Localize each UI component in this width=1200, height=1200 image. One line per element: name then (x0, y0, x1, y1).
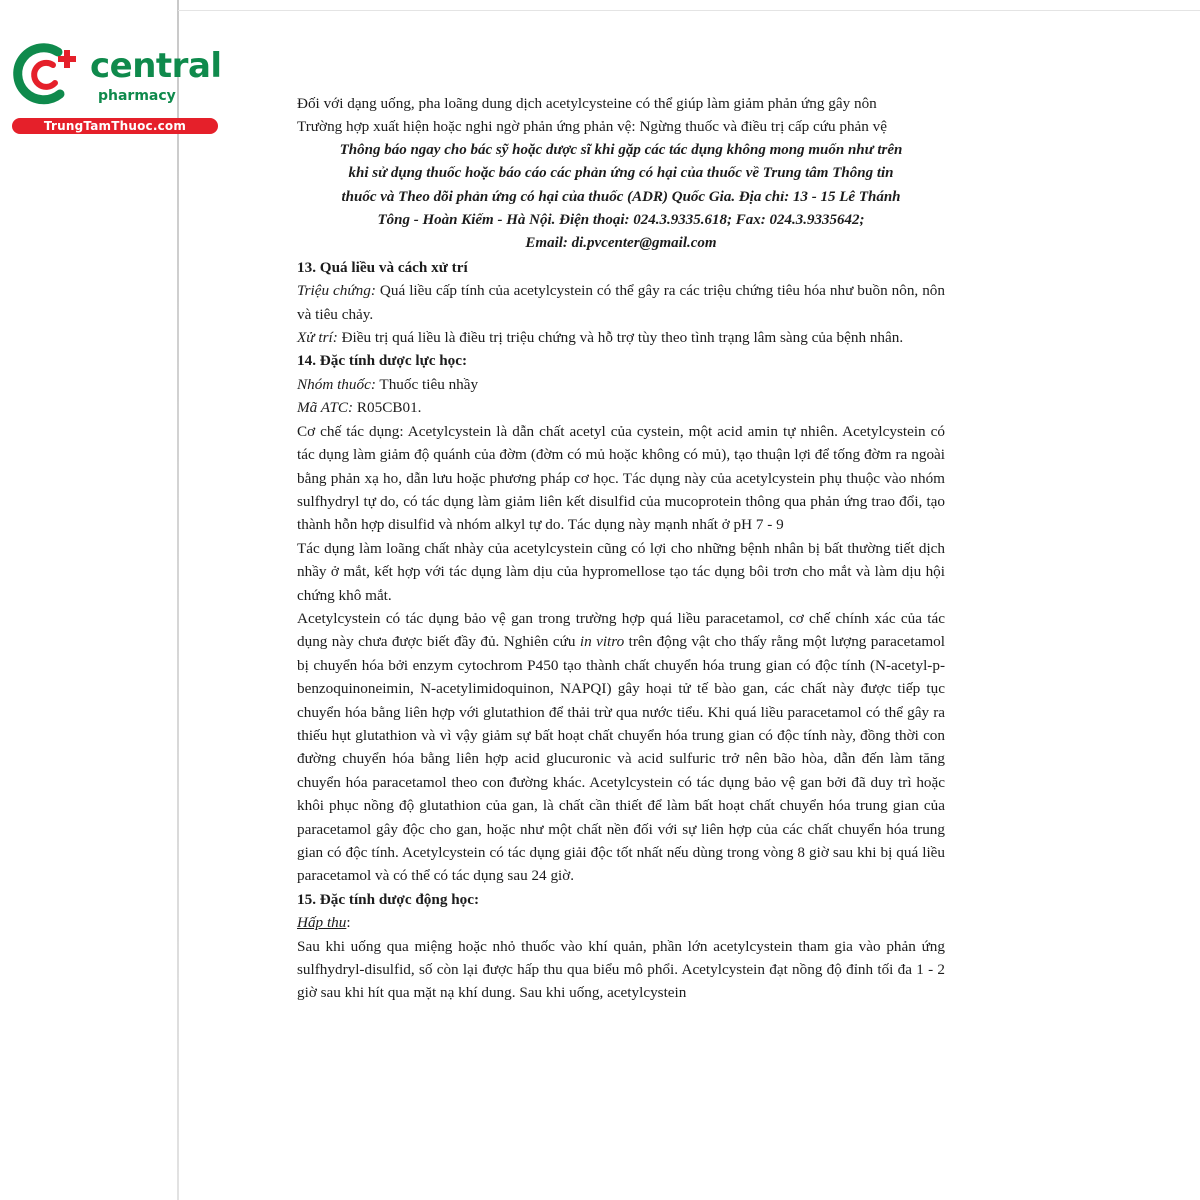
mechanism-paragraph: Cơ chế tác dụng: Acetylcystein là dẫn chất acetyl của cystein, một acid amin tự nhiên. Acetylcystein có tác dụng làm giảm độ quánh của đờm (đờm có mủ hoặc không có mủ), tạo thuận lợi để tống đờm ra ngoài bằng phản xạ ho, dẫn lưu hoặc phương pháp cơ học. Tác dụng này của acetylcystein phụ thuộc vào nhóm sulfhydryl tự do, có tác dụng làm giảm liên kết disulfid của mucoprotein thông qua phản ứng trao đổi, tạo thành hỗn hợp disulfid và nhóm alkyl tự do. Tác dụng này mạnh nhất ở pH 7 - 9 (297, 422, 945, 534)
liver-text-b: trên động vật cho thấy rằng một lượng paracetamol bị chuyển hóa bởi enzym cytochrom P450 tạo thành chất chuyển hóa trung gian có độc tính (N-acetyl-p- benzoquinoneimin, N-acetylimidoquinon, NAPQI) gây hoại tử tế bào gan, các chất này được tiếp tục chuyển hóa bằng liên hợp với glutathion để thải trừ qua nước tiểu. Khi quá liều paracetamol có thể gây ra thiếu hụt glutathion và vì vậy giảm sự bất hoạt chất chuyển hóa trung gian có độc tính này, đồng thời con đường chuyển hóa bằng liên hợp acid glucuronic và acid sulfuric trở nên bão hòa, dẫn đến làm tăng chuyển hóa paracetamol theo con đường khác. Acetylcystein có tác dụng bảo vệ gan bởi đã duy trì hoặc khôi phục nồng độ glutathion của gan, là chất cần thiết để làm bất hoạt chất chuyển hóa trung gian của paracetamol gây độc cho gan, hoặc như một chất nền đối với sự liên hợp của các chất chuyển hóa trung gian có độc tính. Acetylcystein có tác dụng giải độc tốt nhất nếu dùng trong vòng 8 giờ sau khi bị quá liều paracetamol và có thể có tác dụng sau 24 giờ. (297, 633, 945, 885)
overdose-symptoms (297, 279, 945, 326)
logo-brand-name: central (90, 46, 222, 86)
liver-text-a: Acetylcystein có tác dụng bảo vệ gan trong trường hợp quá liều paracetamol, cơ chế chính xác của tác dụng này chưa được biết đầy đủ. Nghiên cứu (297, 609, 945, 651)
overdose-treatment (297, 326, 945, 349)
notice-line: khi sử dụng thuốc hoặc báo cáo các phản ứng có hại của thuốc về Trung tâm Thông tin (348, 165, 894, 182)
treatment-text: Điều trị quá liều là điều trị triệu chứng và hỗ trợ tùy theo tình trạng lâm sàng của bệnh nhân. (337, 329, 904, 347)
section-13-heading: 13. Quá liều và cách xử trí (297, 258, 468, 276)
drug-group-text: Thuốc tiêu nhầy (375, 375, 479, 393)
adr-report-notice (297, 139, 945, 256)
eye-effect-paragraph: Tác dụng làm loãng chất nhày của acetylcystein cũng có lợi cho những bệnh nhân bị bất thường tiết dịch nhầy ở mắt, kết hợp với tác dụng làm dịu của hypromellose tạo tác dụng bôi trơn cho mắt và làm dịu hội chứng khô mắt. (297, 539, 945, 604)
liver-protection-paragraph (297, 607, 945, 888)
atc-code-text: R05CB01. (353, 399, 422, 417)
absorption-subheading (297, 911, 945, 934)
central-pharmacy-logo (10, 38, 222, 138)
paragraph-anaphylaxis: Trường hợp xuất hiện hoặc nghi ngờ phản ứng phản vệ: Ngừng thuốc và điều trị cấp cứu phản vệ (297, 118, 888, 136)
treatment-label: Xử trí: (297, 329, 338, 347)
logo-subtitle: pharmacy (98, 88, 176, 104)
drug-group (297, 373, 945, 396)
notice-line: Thông báo ngay cho bác sỹ hoặc dược sĩ khi gặp các tác dụng không mong muốn như trên (339, 141, 903, 158)
absorption-colon: : (346, 914, 351, 932)
notice-line: Tông - Hoàn Kiếm - Hà Nội. Điện thoại: 024.3.9335.618; Fax: 024.3.9335642; (377, 212, 865, 229)
leaflet-text-body (297, 92, 945, 1005)
notice-line: thuốc và Theo dõi phản ứng có hại của thuốc (ADR) Quốc Gia. Địa chỉ: 13 - 15 Lê Thánh (341, 188, 901, 205)
paragraph-oral-dilution: Đối với dạng uống, pha loãng dung dịch acetylcysteine có thể giúp làm giảm phản ứng gây nôn (297, 95, 877, 112)
pharmacy-cross-logo-icon (10, 38, 82, 110)
logo-website-banner: TrungTamThuoc.com (12, 118, 218, 134)
notice-email-line: Email: di.pvcenter@gmail.com (525, 235, 717, 252)
absorption-label: Hấp thu (297, 914, 347, 932)
section-15-heading: 15. Đặc tính dược động học: (297, 890, 480, 908)
atc-code-label: Mã ATC: (297, 399, 354, 417)
section-14-heading: 14. Đặc tính dược lực học: (297, 352, 468, 370)
absorption-paragraph: Sau khi uống qua miệng hoặc nhỏ thuốc vào khí quản, phần lớn acetylcystein tham gia vào phản ứng sulfhydryl-disulfid, số còn lại được hấp thu qua biểu mô phổi. Acetylcystein đạt nồng độ đỉnh tối đa 1 - 2 giờ sau khi hít qua mặt nạ khí dung. Sau khi uống, acetylcystein (297, 937, 945, 1002)
symptoms-label: Triệu chứng: (297, 282, 376, 300)
atc-code (297, 396, 945, 419)
in-vitro-term: in vitro (579, 633, 625, 651)
page-top-edge (178, 10, 1200, 11)
symptoms-text: Quá liều cấp tính của acetylcystein có thể gây ra các triệu chứng tiêu hóa như buồn nôn, nôn và tiêu chảy. (297, 282, 945, 323)
drug-group-label: Nhóm thuốc: (297, 375, 376, 393)
page-fold-line (177, 0, 179, 1200)
